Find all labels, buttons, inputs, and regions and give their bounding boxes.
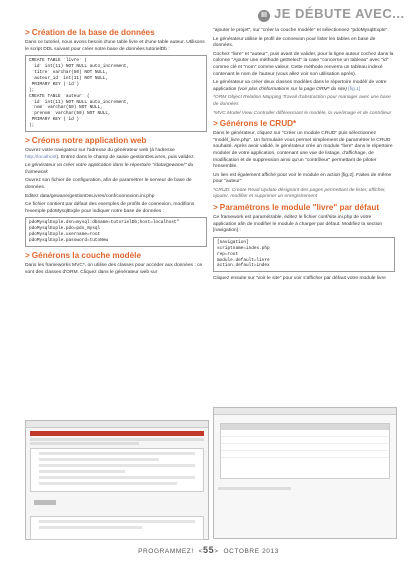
figure-line (30, 442, 139, 445)
paragraph: Dans le générateur, cliquez sur "Créer un module CRUD" puis sélectionnez "modèl_livre.php". Un formulaire vous permet simplement de paramétrer le CRUD souhaité. Après avoir validé, le générateur crée un module "livre" dans le répertoire module/ de votre application, contenant une vue de listage, d'affichage, de modification et de suppression ainsi qu'un "contrôleur" permettant de piloter l'ensemble. (213, 131, 393, 170)
figure-table-row (221, 444, 389, 451)
code-block-connexion: pdoMysqlExple.dsn=mysql:dbname=tutorielDb;host=localhost" pdoMysqlExple.pdo=pdo_mysql pdoMysqlExple.username=root pdoMysqlExple.password=tutoNew (25, 217, 207, 247)
paragraph: Cochez "livre" et "auteur", puis avant de valider, pour la ligne auteur cochez dans la colonne "Ajouter une méthode getSelect" la case "concerne un tableau" avec "id" comme clé et "nom" comme valeur. Cette méthode renverra un tableau indexé contenant le nom de l'auteur (vous allez voir son utilisation après). (213, 51, 394, 77)
footer-date: OCTOBRE 2013 (223, 548, 279, 555)
paragraph: Le générateur va créer deux classes modèles dans le répertoire modèl/ de votre application (voir plus d'informations sur la page ORM* du site) [fig.1] (213, 80, 387, 92)
figure-row (39, 476, 195, 479)
heading-webapp: > Créons notre application web (25, 136, 147, 146)
code-block-ddl: CREATE TABLE `livre` ( `id` int(11) NOT NULL auto_increment, `titre` varchar(50) NOT NULL, `auteur_id` int(11) NOT NULL, PRIMARY KEY (`id`) ); CREATE TABLE `auteur` ( `id` int(11) NOT NULL auto_increment, `nom` varchar(50) NOT NULL, `prenom` varchar(50) NOT NULL, PRIMARY KEY (`id`) ); (25, 55, 207, 132)
heading-default-module: > Paramétrons le module "livre" par défaut (213, 203, 380, 213)
paragraph: Dans les frameworks MVC*, on utilise des classes pour accéder aux données : ce sont des classes d'ORM. Cliquez dans le générateur web sur (25, 263, 203, 275)
figure-form-box (30, 516, 204, 540)
right-column (213, 28, 395, 285)
figure-generator-screenshot (25, 420, 209, 540)
figure-topbar (214, 408, 396, 415)
paragraph: Ouvrez votre navigateur sur l'adresse du générateur web (à l'adresse http://localhost). Entrez dans le champ de saisie gestionDeLivres, puis validez. (25, 148, 195, 160)
figure-row (39, 464, 195, 467)
figure-row (39, 526, 142, 529)
paragraph: Ce fichier contient par défaut des exemples de profils de connexion, modifions l'exemple pdoMysqlExple pour indiquer notre base de données : (25, 202, 195, 214)
paragraph: Le générateur va créer votre application dans le répertoire "/data/gewane/" du framework (25, 163, 194, 175)
chevron-icon: > (25, 251, 30, 261)
footer-magazine: PROGRAMMEZ! (138, 548, 194, 555)
figure-row (39, 458, 159, 461)
footnote-crud: *CRUD: Create Read Update désignant des pages permettant de lister, afficher, ajouter, modifier et supprimer un enregistrement (213, 187, 386, 200)
figure-line (30, 438, 204, 441)
paragraph: Un lien est également affiché pour voir le module en action [fig.2]. Faites de même pour "auteur" (213, 172, 392, 185)
chevron-icon: > (213, 119, 218, 129)
code-block-navigation: [navigation] scriptname=index.php rep=root module.default=livre action.default=index (213, 237, 395, 273)
heading-crud: > Générons le CRUD* (213, 119, 297, 129)
figure-table-row (221, 451, 389, 458)
paragraph: Le générateur utilise le profil de connexion pour lister les tables en base de données. (213, 36, 376, 49)
paragraph: Dans ce tutoriel, nous avons besoin d'une table livre et d'une table auteur. Utilisons le script DDL suivant pour créer notre base de données tutorielDb : (25, 40, 205, 52)
footer-page-number: 55 (203, 545, 215, 555)
paragraph: Cliquez ensuite sur "voir le site" pour voir s'afficher par défaut votre module livre (213, 276, 386, 282)
figure-table-row (221, 437, 389, 444)
paragraph: Ouvrez son fichier de configuration, afin de paramétrer le serveur de base de données. (25, 178, 192, 191)
section-badge: III (258, 10, 270, 22)
footnote-mvc: *MVC Model View Controller différenciant le modèle, la vue/image et de contrôleur (213, 110, 392, 116)
paragraph: Editez data/gewane/gestionDeLivres/conf/connexion.ini.php (25, 193, 155, 199)
paragraph: Ce framework est paramétrable, éditez le fichier conf/site.ini.php de votre application afin de modifier le module à charger par défaut. Modifiez la section [navigation] : (213, 215, 383, 234)
figure-table (220, 423, 390, 479)
chevron-icon: > (25, 136, 30, 146)
figure-row (39, 520, 195, 523)
figure-line (218, 487, 291, 490)
figure-form-box (30, 448, 204, 492)
left-column (25, 28, 207, 278)
figure-topbar (26, 421, 208, 428)
paragraph: "ajouter le projet", sur "créer la couche modèle" et sélectionnez "pdoMysqlExple". (213, 28, 389, 33)
page-footer: PROGRAMMEZ! <55> OCTOBRE 2013 (138, 545, 279, 555)
figure-header-bar (30, 431, 204, 436)
heading-database: > Création de la base de données (25, 28, 155, 37)
figure-row (39, 452, 195, 455)
figure-table-row (221, 430, 389, 437)
figure-crud-screenshot (213, 407, 397, 539)
chevron-icon: > (25, 28, 30, 37)
figure-button (34, 500, 56, 505)
figure-row (39, 482, 177, 485)
footnote-orm: *ORM Object Relation Mapping Travail d'abstraction pour manager avec une base de données (213, 95, 391, 107)
heading-model-layer: > Générons la couche modèle (25, 251, 141, 261)
generator-link[interactable]: http://localhost (25, 154, 57, 160)
section-header-title: JE DÉBUTE AVEC... (274, 6, 405, 21)
chevron-icon: > (213, 203, 218, 213)
figure-row (39, 470, 125, 473)
